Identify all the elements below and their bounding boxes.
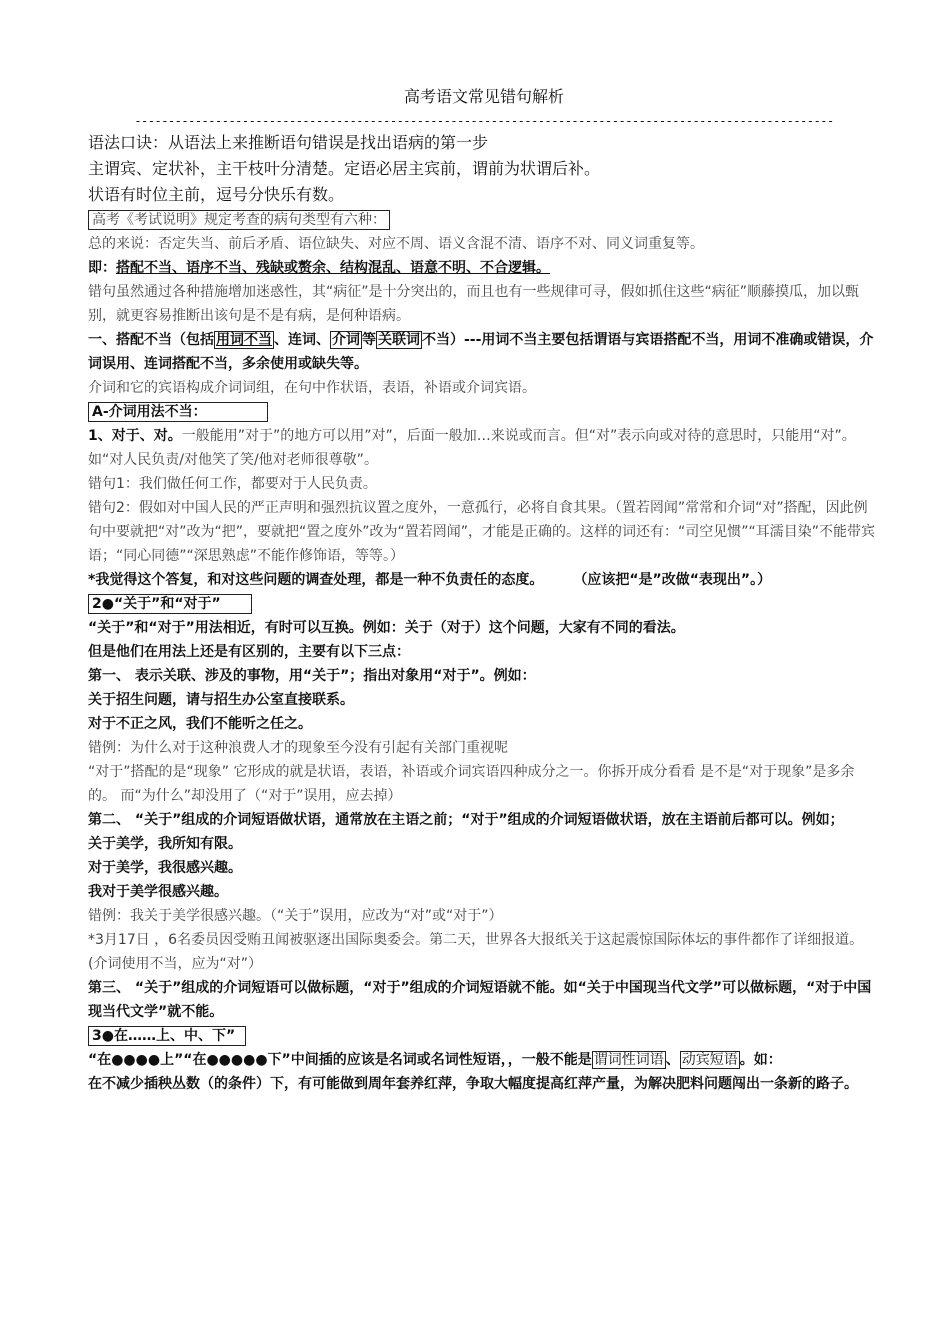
s2-point-3: 第三、 “关于”组成的介词短语可以做标题，“对于”组成的介词短语就不能。如“关于中国现当代文学”可以做标题，“对于中国现当代文学”就不能。 — [88, 980, 872, 1020]
s3-text-e: 。如： — [739, 1052, 782, 1068]
s3-para-1 — [88, 1048, 880, 1072]
a1-heading: 1、对于、对。 — [88, 428, 182, 444]
section-1-heading — [88, 328, 880, 376]
s1-note: 介词和它的宾语构成介词词组，在句中作状语，表语，补语或介词宾语。 — [88, 380, 536, 396]
s2-point-1: 第一、 表示关联、涉及的事物，用“关于”；指出对象用“对于”。例如： — [88, 668, 536, 684]
s2-error-example-2: 错例：我关于美学很感兴趣。（“关于”误用，应改为“对”或“对于”） — [88, 908, 503, 924]
star-example-1 — [88, 568, 880, 592]
grammar-rule-2: 主谓宾、定状补，主干枝叶分清楚。定语必居主宾前，谓前为状谓后补。 — [88, 159, 601, 178]
s2-star-example: *3月17日 ，6名委员因受贿丑闻被驱逐出国际奥委会。第二天，世界各大报纸关于这起震惊国际体坛的事件都作了详细报道。(介词使用不当，应为“对”） — [88, 932, 864, 972]
a1-text: 一般能用”对于”的地方可以用”对”，后面一般加…来说或而言。但“对”表示向或对待的意思时，只能用“对”。 如“对人民负责/对他笑了笑/他对老师很尊敬”。 — [88, 428, 856, 468]
types-heading-line — [88, 208, 880, 232]
document-page — [88, 86, 880, 1096]
star-example-1-text: *我觉得这个答复，和对这些问题的调查处理，都是一种不负责任的态度。 — [88, 572, 544, 588]
ji-prefix: 即： — [88, 260, 116, 276]
s3-text-c: 、 — [665, 1052, 680, 1068]
doc-title: 高考语文常见错句解析 — [403, 87, 564, 106]
section-2-box: 2●“关于”和“对于” — [88, 594, 252, 614]
s2-error-example-1: 错例：为什么对于这种浪费人才的现象至今没有引起有关部门重视呢 — [88, 740, 508, 756]
error-sentence-1: 错句1：我们做任何工作，都要对于人民负责。 — [88, 476, 377, 492]
s2-example-4: 对于美学，我很感兴趣。 — [88, 860, 242, 876]
s3-boxed-word-1: 谓词性词语 — [593, 1052, 664, 1068]
error-sentence-2: 错句2：假如对中国人民的严正声明和强烈抗议置之度外，一意孤行，必将自食其果。（置若罔闻”常常和介词“对”搭配，因此例句中要就把“对”改为“把”，要就把“置之度外”改为“置若罔闻”，才能是正确的。这样的词还有：“司空见惯”“耳濡目染”不能带宾语；“同心同德”“深思熟虑”不能作修饰语，等等。） — [88, 500, 876, 564]
s1-boxed-word-3: 关联词 — [378, 332, 420, 348]
section-a-box: A-介词用法不当： — [88, 402, 268, 422]
star-example-1-note: （应该把“是”改做“表现出”。） — [573, 572, 772, 588]
s1-part-g: 不当）---用词不当主要包括谓语与宾语搭配不当，用词不准确或错误，介词误用、连词搭配不当，多余使用或缺失等。 — [88, 332, 874, 372]
s2-example-1: 关于招生问题，请与招生办公室直接联系。 — [88, 692, 354, 708]
s2-example-5: 我对于美学很感兴趣。 — [88, 884, 228, 900]
s1-boxed-word-1: 用词不当 — [216, 332, 272, 348]
dash-separator: -------------------------------------------------------------------------------------------------------- — [134, 114, 834, 128]
s3-boxed-word-2: 动宾短语 — [681, 1052, 738, 1068]
ji-line — [88, 256, 880, 280]
grammar-rule-1: 语法口诀：从语法上来推断语句错误是找出语病的第一步 — [88, 133, 489, 152]
s1-part-a: 一、搭配不当（包括 — [88, 332, 214, 348]
section-2-line — [88, 592, 880, 616]
s3-example: 在不减少插秧丛数（的条件）下，有可能做到周年套养红萍，争取大幅度提高红萍产量，为解决肥料问题闯出一条新的路子。 — [88, 1076, 858, 1092]
section-a-line — [88, 400, 880, 424]
s3-text-a: “在●●●●上”“在●●●●●下”中间插的应该是名词或名词性短语，，一般不能是 — [88, 1052, 592, 1068]
s2-example-2: 对于不正之风，我们不能听之任之。 — [88, 716, 312, 732]
grammar-rule-3: 状语有时位主前，逗号分快乐有数。 — [88, 185, 345, 204]
s1-boxed-word-2: 介词 — [332, 332, 360, 348]
section-3-box: 3●在……上、中、下” — [88, 1026, 246, 1046]
s1-part-e: 等 — [362, 332, 376, 348]
s2-para-1: “关于”和“对于”用法相近，有时可以互换。例如：关于（对于）这个问题，大家有不同的看法。 — [88, 620, 685, 636]
ji-list: 搭配不当、语序不当、残缺或赘余、结构混乱、语意不明、不合逻辑。 — [116, 260, 550, 276]
types-heading-box: 高考《考试说明》规定考查的病句类型有六种： — [88, 210, 390, 230]
a1-paragraph — [88, 424, 880, 472]
s2-para-2: 但是他们在用法上还是有区别的，主要有以下三点： — [88, 644, 410, 660]
s1-part-c: 、连词、 — [274, 332, 330, 348]
section-3-line — [88, 1024, 880, 1048]
intro-text: 错句虽然通过各种措施增加迷惑性，其“病征”是十分突出的，而且也有一些规律可寻，假如抓住这些“病征”顺藤摸瓜，加以甄别，就更容易推断出该句是不是有病，是何种语病。 — [88, 284, 860, 324]
s2-explanation-1: “对于”搭配的是“现象” 它形成的就是状语，表语，补语或介词宾语四种成分之一。你拆开成分看看 是不是“对于现象”是多余的。 而“为什么”却没用了（“对于”误用，应去掉） — [88, 764, 855, 804]
s2-example-3: 关于美学，我所知有限。 — [88, 836, 242, 852]
summary-text: 总的来说：否定失当、前后矛盾、语位缺失、对应不周、语义含混不清、语序不对、同义词重复等。 — [88, 236, 704, 252]
s2-point-2: 第二、 “关于”组成的介词短语做状语，通常放在主语之前；“对于”组成的介词短语做状语，放在主语前后都可以。例如； — [88, 812, 844, 828]
